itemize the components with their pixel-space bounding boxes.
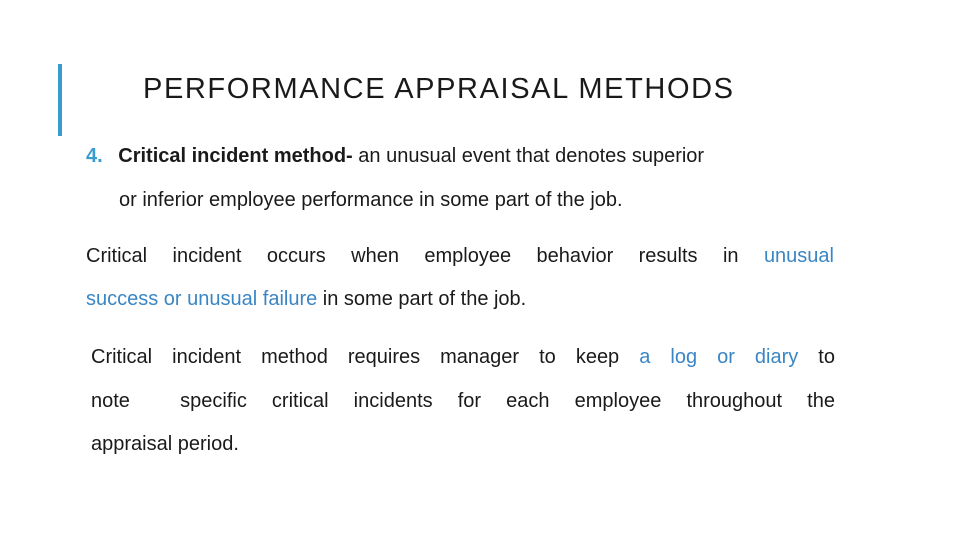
- para3-line-3: appraisal period.: [91, 433, 239, 455]
- para2-line-1: [86, 245, 834, 268]
- para3-text-end: to: [818, 346, 835, 368]
- para2-highlight-outcome: success or unusual failure: [86, 288, 318, 310]
- para3-text: Critical incident method requires manager to keep: [91, 346, 620, 368]
- para2-line-2: [86, 288, 526, 311]
- slide-title: PERFORMANCE APPRAISAL METHODS: [143, 73, 735, 105]
- para3-highlight-log: a log or diary: [639, 346, 799, 368]
- para3-line-1: [91, 346, 835, 369]
- item-definition-line-2: or inferior employee performance in some part of the job.: [119, 189, 623, 211]
- para2-text-end: in some part of the job.: [317, 288, 527, 310]
- para2-text: Critical incident occurs when employee behavior results in: [86, 245, 739, 267]
- item-4-line-1: [86, 145, 704, 168]
- para3-line-2: note specific critical incidents for each employee throughout the: [91, 390, 835, 412]
- title-accent-bar: [58, 64, 62, 136]
- item-number: 4.: [86, 145, 103, 167]
- item-term: Critical incident method-: [118, 145, 353, 167]
- para2-highlight-unusual: unusual: [763, 245, 834, 267]
- item-definition-start: an unusual event that denotes superior: [352, 145, 705, 167]
